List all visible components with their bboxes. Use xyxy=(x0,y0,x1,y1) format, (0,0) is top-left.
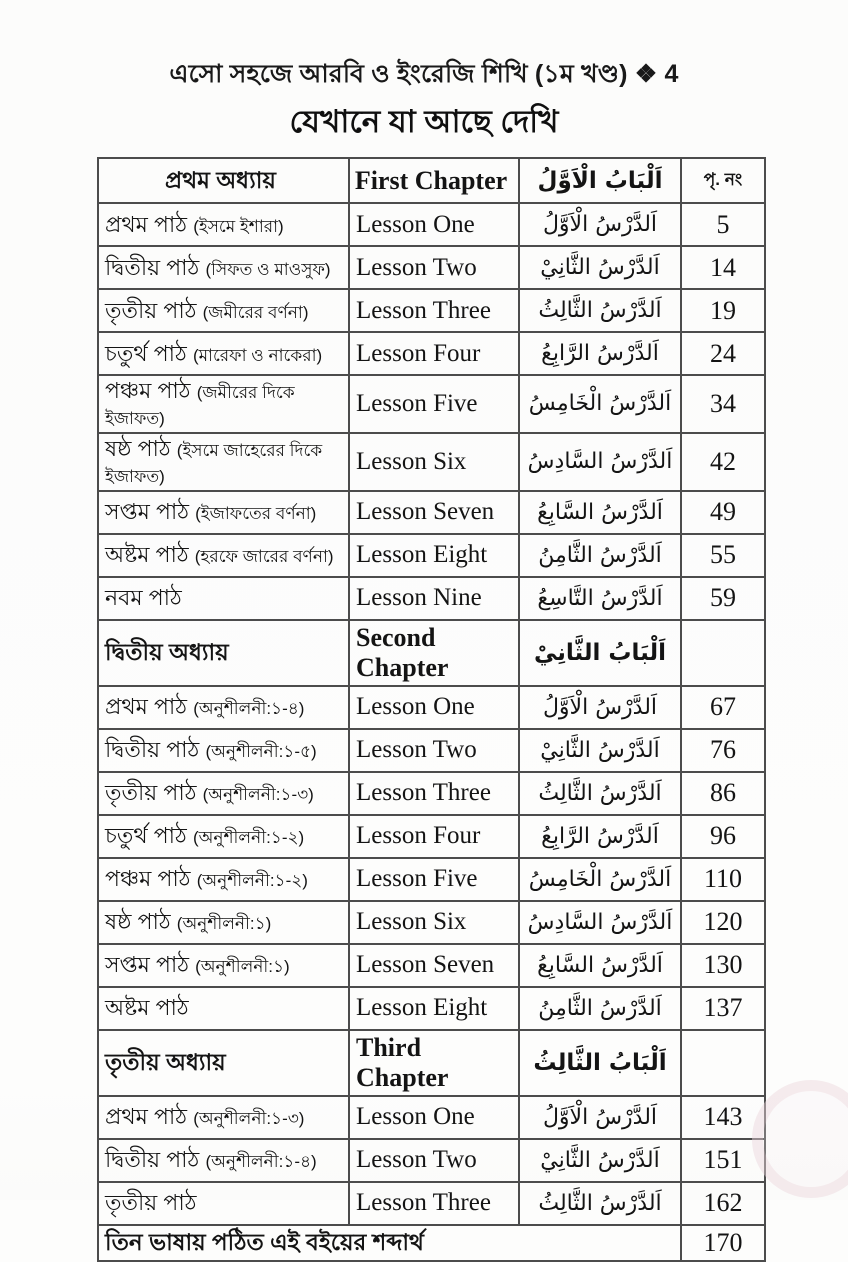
lesson-row xyxy=(98,987,765,1030)
lesson-note-bn: (অনুশীলনী:১-৩) xyxy=(202,785,314,805)
lesson-name-ar: اَلدَّرْسُ الثَّالِثُ xyxy=(519,289,681,332)
lesson-name-bn-cell xyxy=(98,203,349,246)
lesson-name-bn: প্রথম পাঠ xyxy=(105,694,188,720)
chapter-title-ar: اَلْبَابُ الثَّانِيْ xyxy=(519,620,681,686)
lesson-name-bn-cell xyxy=(98,729,349,772)
chapter-row xyxy=(98,1030,765,1096)
chapter-title-ar: اَلْبَابُ الثَّالِثُ xyxy=(519,1030,681,1096)
lesson-note-bn: (অনুশীলনী:১-৩) xyxy=(193,1109,305,1129)
chapter-title-en: Second Chapter xyxy=(349,620,519,686)
lesson-note-bn: (ইসমে জাহেরের দিকে ইজাফত) xyxy=(105,440,323,486)
glossary-row xyxy=(98,1225,765,1261)
lesson-name-en: Lesson One xyxy=(349,1096,519,1139)
lesson-name-bn-cell xyxy=(98,1182,349,1225)
lesson-note-bn: (জমীরের দিকে ইজাফত) xyxy=(105,383,295,428)
lesson-name-bn-cell xyxy=(98,332,349,375)
page-number: 170 xyxy=(681,1225,765,1261)
lesson-row xyxy=(98,815,765,858)
lesson-name-bn: ষষ্ঠ পাঠ xyxy=(105,909,171,935)
lesson-note-bn: (মারেফা ও নাকেরা) xyxy=(192,345,323,365)
lesson-name-en: Lesson Four xyxy=(349,815,519,858)
page-number: 130 xyxy=(681,944,765,987)
page-number: 120 xyxy=(681,901,765,944)
chapter-title-ar: اَلْبَابُ الْاَوَّلُ xyxy=(519,158,681,203)
lesson-row xyxy=(98,332,765,375)
chapter-title-bn: প্রথম অধ্যায় xyxy=(98,158,349,203)
lesson-name-bn-cell xyxy=(98,1139,349,1182)
lesson-name-ar: اَلدَّرْسُ الْاَوَّلُ xyxy=(519,686,681,729)
page-number: 19 xyxy=(681,289,765,332)
page-number: 55 xyxy=(681,534,765,577)
lesson-name-ar: اَلدَّرْسُ الثَّانِيْ xyxy=(519,729,681,772)
lesson-name-bn-cell xyxy=(98,534,349,577)
lesson-name-ar: اَلدَّرْسُ السَّادِسُ xyxy=(519,433,681,491)
chapter-title-en: Third Chapter xyxy=(349,1030,519,1096)
lesson-name-en: Lesson Two xyxy=(349,1139,519,1182)
page-number: 76 xyxy=(681,729,765,772)
lesson-name-bn: দ্বিতীয় পাঠ xyxy=(105,1147,200,1173)
lesson-row xyxy=(98,534,765,577)
lesson-name-en: Lesson Eight xyxy=(349,987,519,1030)
lesson-name-bn: তৃতীয় পাঠ xyxy=(105,1190,197,1216)
lesson-name-bn: অষ্টম পাঠ xyxy=(105,995,189,1021)
lesson-row xyxy=(98,772,765,815)
lesson-name-bn-cell xyxy=(98,577,349,620)
lesson-name-ar: اَلدَّرْسُ السَّابِعُ xyxy=(519,944,681,987)
page-number: 96 xyxy=(681,815,765,858)
lesson-name-bn: নবম পাঠ xyxy=(105,585,182,611)
lesson-name-bn: সপ্তম পাঠ xyxy=(105,952,190,978)
page-number: 59 xyxy=(681,577,765,620)
lesson-name-en: Lesson Five xyxy=(349,858,519,901)
lesson-name-bn-cell xyxy=(98,858,349,901)
lesson-name-bn: তৃতীয় পাঠ xyxy=(105,780,197,806)
page-number: 137 xyxy=(681,987,765,1030)
chapter-title-en: First Chapter xyxy=(349,158,519,203)
lesson-name-ar: اَلدَّرْسُ التَّاسِعُ xyxy=(519,577,681,620)
chapter-row xyxy=(98,158,765,203)
toc-table-body xyxy=(98,158,765,1261)
lesson-row xyxy=(98,1182,765,1225)
lesson-row xyxy=(98,289,765,332)
lesson-note-bn: (অনুশীলনী:১-৪) xyxy=(205,1152,317,1172)
lesson-name-bn-cell xyxy=(98,901,349,944)
lesson-name-ar: اَلدَّرْسُ الرَّابِعُ xyxy=(519,815,681,858)
lesson-name-bn: দ্বিতীয় পাঠ xyxy=(105,254,200,280)
chapter-title-bn: তৃতীয় অধ্যায় xyxy=(98,1030,349,1096)
lesson-name-ar: اَلدَّرْسُ الثَّالِثُ xyxy=(519,772,681,815)
lesson-note-bn: (ইসমে ইশারা) xyxy=(193,216,284,236)
lesson-note-bn: (অনুশীলনী:১-২) xyxy=(192,828,305,848)
lesson-name-bn: ষষ্ঠ পাঠ xyxy=(105,435,171,461)
lesson-row xyxy=(98,686,765,729)
lesson-name-bn-cell xyxy=(98,246,349,289)
page-number: 162 xyxy=(681,1182,765,1225)
lesson-row xyxy=(98,858,765,901)
page-number: 14 xyxy=(681,246,765,289)
toc-table xyxy=(97,157,766,1262)
page-number: 110 xyxy=(681,858,765,901)
page-column-header xyxy=(681,1030,765,1096)
lesson-row xyxy=(98,577,765,620)
lesson-name-bn-cell xyxy=(98,944,349,987)
lesson-name-bn: সপ্তম পাঠ xyxy=(105,499,190,525)
lesson-name-bn-cell xyxy=(98,491,349,534)
chapter-row xyxy=(98,620,765,686)
page-number: 42 xyxy=(681,433,765,491)
lesson-name-en: Lesson One xyxy=(349,686,519,729)
lesson-name-ar: اَلدَّرْسُ الْاَوَّلُ xyxy=(519,203,681,246)
lesson-name-ar: اَلدَّرْسُ الْخَامِسُ xyxy=(519,375,681,433)
page-number: 34 xyxy=(681,375,765,433)
lesson-name-en: Lesson One xyxy=(349,203,519,246)
lesson-name-bn: পঞ্চম পাঠ xyxy=(105,378,191,403)
page-title: এসো সহজে আরবি ও ইংরেজি শিখি (১ম খণ্ড) ❖ 4 xyxy=(169,60,679,88)
lesson-name-bn: তৃতীয় পাঠ xyxy=(105,297,197,323)
chapter-title-bn: দ্বিতীয় অধ্যায় xyxy=(98,620,349,686)
page-column-header: পৃ. নং xyxy=(681,158,765,203)
page-number: 24 xyxy=(681,332,765,375)
lesson-name-ar: اَلدَّرْسُ الثَّامِنُ xyxy=(519,987,681,1030)
lesson-note-bn: (অনুশীলনী:১-৫) xyxy=(205,742,317,762)
lesson-note-bn: (অনুশীলনী:১) xyxy=(176,914,272,934)
lesson-name-ar: اَلدَّرْسُ الثَّالِثُ xyxy=(519,1182,681,1225)
lesson-name-bn: অষ্টম পাঠ xyxy=(105,542,189,568)
lesson-name-en: Lesson Three xyxy=(349,1182,519,1225)
lesson-name-bn-cell xyxy=(98,815,349,858)
lesson-name-bn-cell xyxy=(98,772,349,815)
page-column-header xyxy=(681,620,765,686)
lesson-name-en: Lesson Five xyxy=(349,375,519,433)
lesson-name-en: Lesson Four xyxy=(349,332,519,375)
page-number: 86 xyxy=(681,772,765,815)
lesson-row xyxy=(98,203,765,246)
toc-heading: যেখানে যা আছে দেখি xyxy=(289,104,559,139)
lesson-name-bn-cell xyxy=(98,375,349,433)
lesson-name-ar: اَلدَّرْسُ الثَّانِيْ xyxy=(519,246,681,289)
lesson-note-bn: (অনুশীলনী:১-২) xyxy=(196,871,308,891)
lesson-name-bn-cell xyxy=(98,289,349,332)
lesson-row xyxy=(98,375,765,433)
lesson-name-en: Lesson Nine xyxy=(349,577,519,620)
lesson-name-ar: اَلدَّرْسُ الثَّانِيْ xyxy=(519,1139,681,1182)
page-number: 5 xyxy=(681,203,765,246)
lesson-name-en: Lesson Eight xyxy=(349,534,519,577)
lesson-name-ar: اَلدَّرْسُ الْخَامِسُ xyxy=(519,858,681,901)
lesson-name-ar: اَلدَّرْسُ الرَّابِعُ xyxy=(519,332,681,375)
lesson-name-bn: চতুর্থ পাঠ xyxy=(105,340,187,366)
lesson-name-ar: اَلدَّرْسُ الْاَوَّلُ xyxy=(519,1096,681,1139)
lesson-row xyxy=(98,491,765,534)
lesson-name-en: Lesson Seven xyxy=(349,944,519,987)
lesson-name-bn-cell xyxy=(98,1096,349,1139)
lesson-row xyxy=(98,246,765,289)
lesson-row xyxy=(98,433,765,491)
lesson-name-bn: প্রথম পাঠ xyxy=(105,1104,188,1130)
lesson-name-bn-cell xyxy=(98,433,349,491)
lesson-name-bn-cell xyxy=(98,686,349,729)
lesson-name-ar: اَلدَّرْسُ السَّادِسُ xyxy=(519,901,681,944)
lesson-name-en: Lesson Two xyxy=(349,246,519,289)
watermark-circle xyxy=(752,1080,848,1198)
lesson-note-bn: (সিফত ও মাওসুফ) xyxy=(205,259,331,279)
lesson-name-ar: اَلدَّرْسُ السَّابِعُ xyxy=(519,491,681,534)
lesson-note-bn: (জমীরের বর্ণনা) xyxy=(202,302,309,322)
lesson-name-en: Lesson Three xyxy=(349,772,519,815)
page-number: 67 xyxy=(681,686,765,729)
lesson-row xyxy=(98,729,765,772)
lesson-name-bn: চতুর্থ পাঠ xyxy=(105,823,187,849)
page-number: 143 xyxy=(681,1096,765,1139)
page-number: 151 xyxy=(681,1139,765,1182)
lesson-row xyxy=(98,1139,765,1182)
lesson-name-bn: পঞ্চম পাঠ xyxy=(105,866,191,892)
glossary-label: তিন ভাষায় পঠিত এই বইয়ের শব্দার্থ xyxy=(98,1225,681,1261)
lesson-name-en: Lesson Two xyxy=(349,729,519,772)
lesson-note-bn: (ইজাফতের বর্ণনা) xyxy=(195,504,317,524)
lesson-name-ar: اَلدَّرْسُ الثَّامِنُ xyxy=(519,534,681,577)
lesson-name-en: Lesson Three xyxy=(349,289,519,332)
page-number: 49 xyxy=(681,491,765,534)
lesson-name-bn: দ্বিতীয় পাঠ xyxy=(105,737,200,763)
lesson-name-en: Lesson Seven xyxy=(349,491,519,534)
lesson-name-bn-cell xyxy=(98,987,349,1030)
lesson-note-bn: (অনুশীলনী:১-৪) xyxy=(193,699,305,719)
lesson-name-bn: প্রথম পাঠ xyxy=(105,211,188,237)
lesson-row xyxy=(98,901,765,944)
lesson-name-en: Lesson Six xyxy=(349,901,519,944)
lesson-row xyxy=(98,944,765,987)
lesson-note-bn: (হরফে জারের বর্ণনা) xyxy=(194,547,334,567)
lesson-row xyxy=(98,1096,765,1139)
lesson-note-bn: (অনুশীলনী:১) xyxy=(195,957,290,977)
lesson-name-en: Lesson Six xyxy=(349,433,519,491)
